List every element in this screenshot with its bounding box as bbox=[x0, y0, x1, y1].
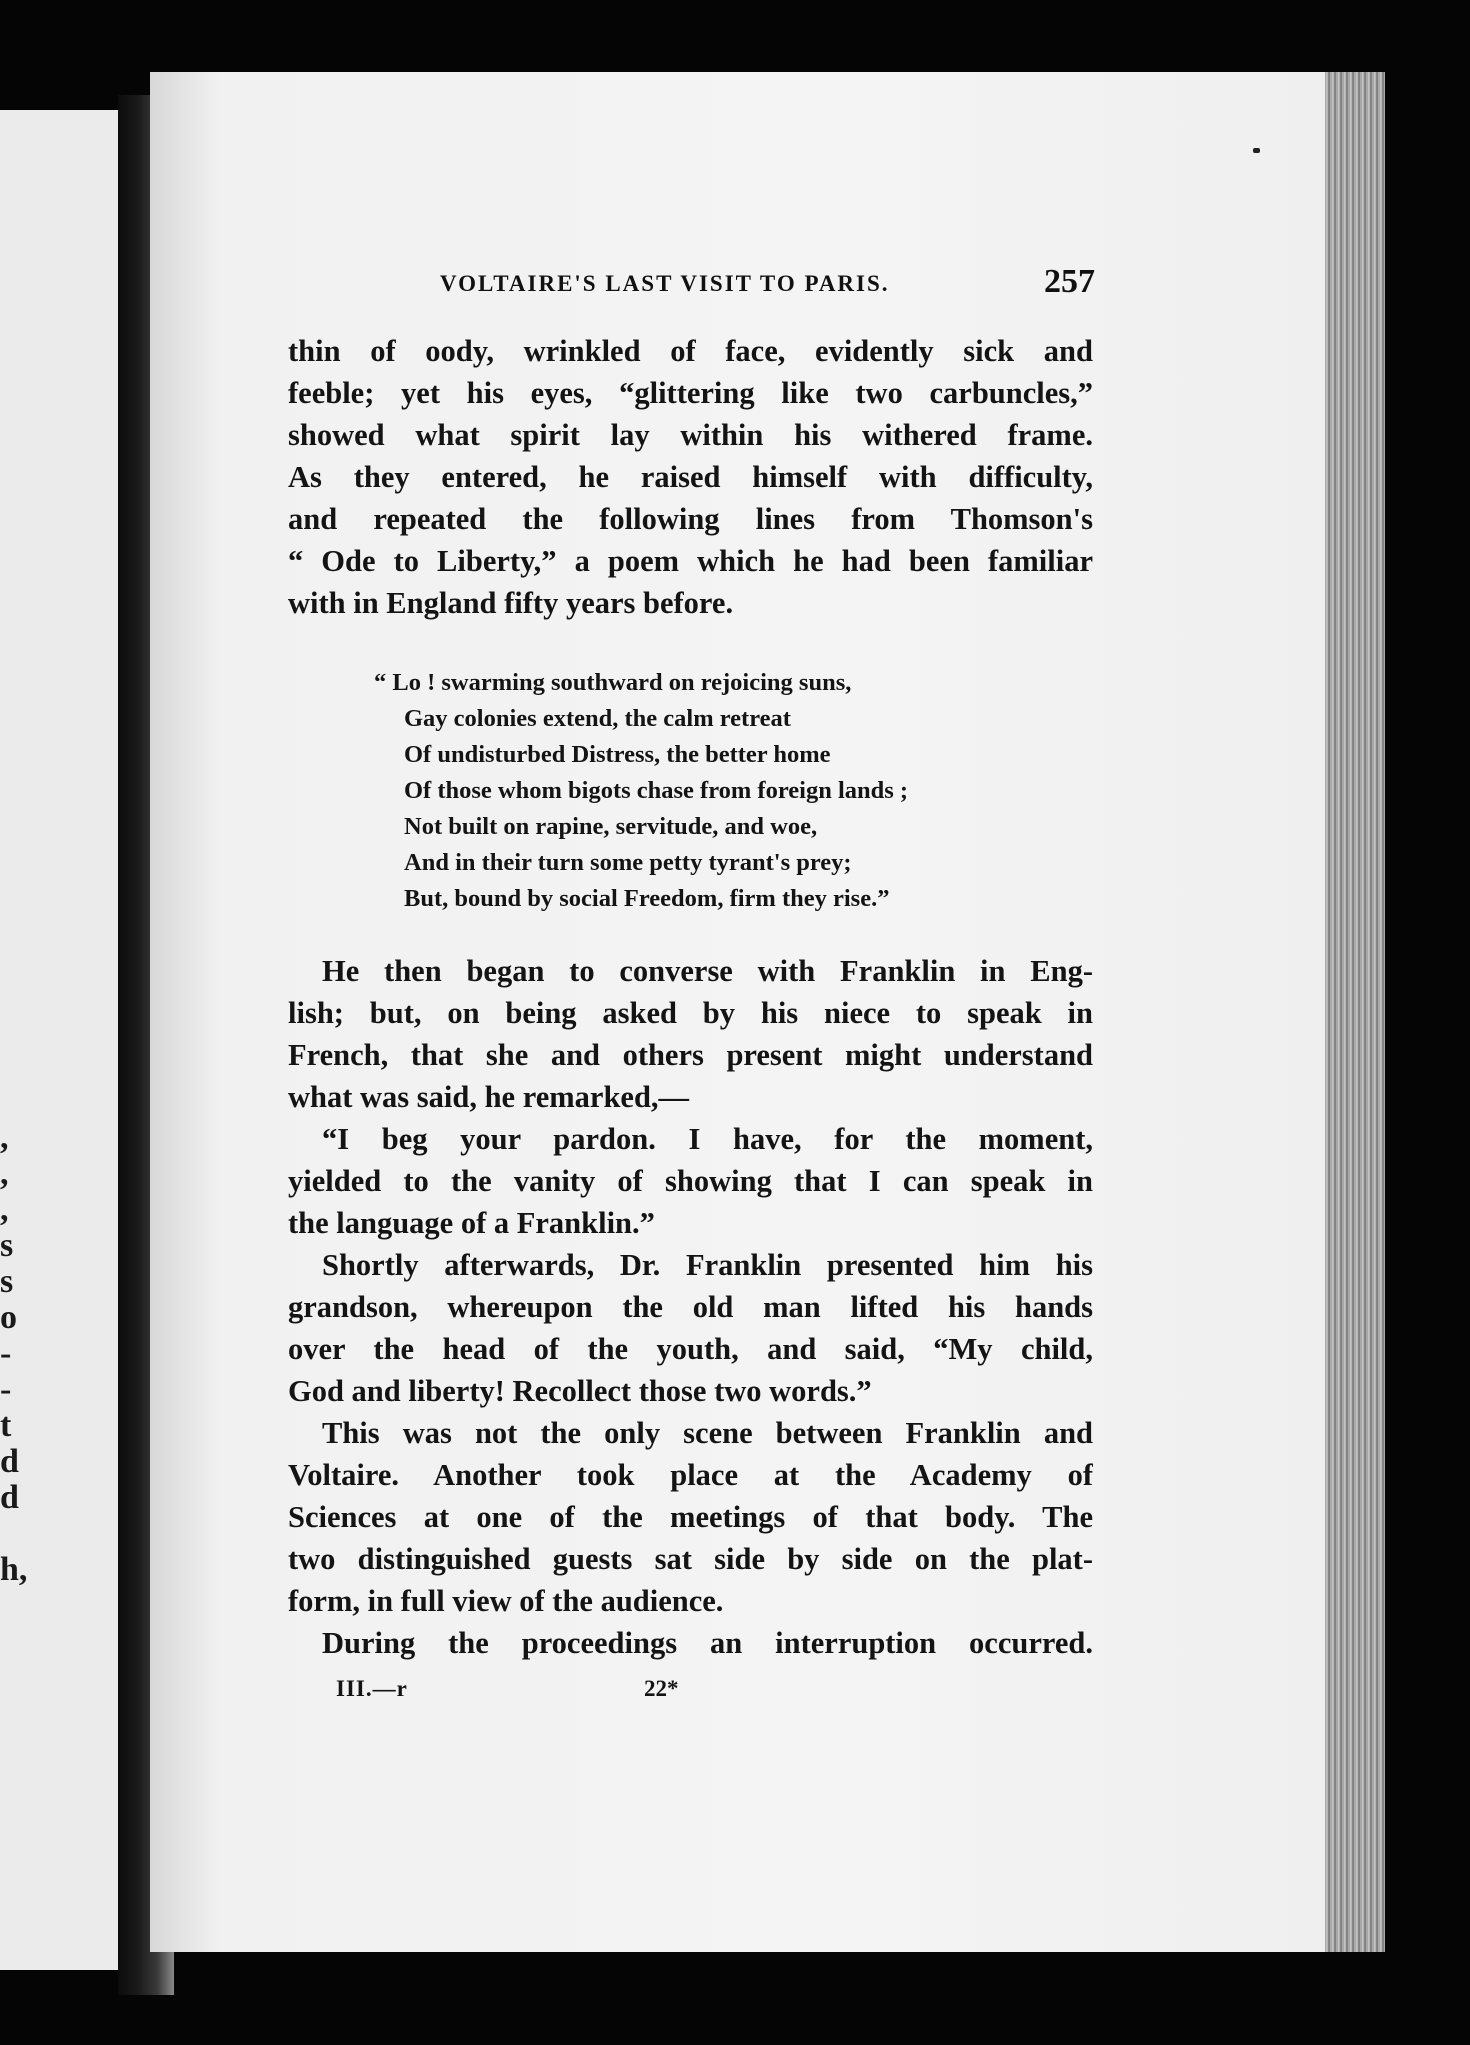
page-footer bbox=[336, 1676, 836, 1712]
text-line: This was not the only scene between Franklin and bbox=[322, 1416, 1093, 1450]
body-text-continued bbox=[288, 950, 1093, 1664]
text-line: feeble; yet his eyes, “glittering like two carbuncles,” bbox=[288, 376, 1093, 410]
poem-line: “ Lo ! swarming southward on rejoicing suns, bbox=[374, 669, 852, 696]
facing-page-char: d bbox=[0, 1444, 19, 1480]
facing-page bbox=[0, 110, 118, 1970]
facing-page-char: s bbox=[0, 1264, 14, 1300]
facing-page-char: , bbox=[0, 1192, 9, 1228]
sheet-mark: 22* bbox=[644, 1676, 679, 1701]
facing-page-char: s bbox=[0, 1228, 14, 1264]
text-line: with in England fifty years before. bbox=[288, 586, 734, 620]
text-line: over the head of the youth, and said, “My child, bbox=[288, 1332, 1093, 1366]
text-line: He then began to converse with Franklin in Eng- bbox=[322, 954, 1093, 988]
poem-line: But, bound by social Freedom, firm they rise.” bbox=[404, 885, 890, 912]
poem-line: And in their turn some petty tyrant's prey; bbox=[404, 849, 852, 876]
facing-page-char: t bbox=[0, 1408, 12, 1444]
text-line: form, in full view of the audience. bbox=[288, 1584, 724, 1618]
running-head: VOLTAIRE'S LAST VISIT TO PARIS. bbox=[440, 271, 890, 296]
text-line: lish; but, on being asked by his niece to speak in bbox=[288, 996, 1093, 1030]
text-line: As they entered, he raised himself with difficulty, bbox=[288, 460, 1093, 494]
text-line: showed what spirit lay within his withered frame. bbox=[288, 418, 1093, 452]
text-line: two distinguished guests sat side by side on the plat- bbox=[288, 1542, 1093, 1576]
text-line: thin of oody, wrinkled of face, evidently sick and bbox=[288, 334, 1093, 368]
text-line: the language of a Franklin.” bbox=[288, 1206, 655, 1240]
facing-page-char: - bbox=[0, 1372, 12, 1408]
facing-page-char: d bbox=[0, 1480, 19, 1516]
facing-page-char: - bbox=[0, 1336, 12, 1372]
poem-line: Not built on rapine, servitude, and woe, bbox=[404, 813, 818, 840]
text-line: yielded to the vanity of showing that I can speak in bbox=[288, 1164, 1093, 1198]
text-line: Voltaire. Another took place at the Academy of bbox=[288, 1458, 1093, 1492]
facing-page-char: , bbox=[0, 1156, 9, 1192]
text-line: and repeated the following lines from Thomson's bbox=[288, 502, 1093, 536]
facing-page-char bbox=[0, 1516, 40, 1552]
text-line: God and liberty! Recollect those two words.” bbox=[288, 1374, 872, 1408]
facing-page-char: o bbox=[0, 1300, 17, 1336]
text-line: During the proceedings an interruption occurred. bbox=[322, 1626, 1093, 1660]
page-header bbox=[290, 255, 1095, 315]
text-line: Shortly afterwards, Dr. Franklin presented him his bbox=[322, 1248, 1093, 1282]
paragraph-1 bbox=[288, 330, 1093, 624]
ink-speck bbox=[1253, 148, 1260, 153]
page-block-edges bbox=[1325, 72, 1385, 1952]
text-line: French, that she and others present might understand bbox=[288, 1038, 1093, 1072]
text-line: “ Ode to Liberty,” a poem which he had been familiar bbox=[288, 544, 1093, 578]
text-line: “I beg your pardon. I have, for the moment, bbox=[322, 1122, 1093, 1156]
text-line: grandson, whereupon the old man lifted his hands bbox=[288, 1290, 1093, 1324]
text-line: what was said, he remarked,— bbox=[288, 1080, 690, 1114]
poem-line: Gay colonies extend, the calm retreat bbox=[404, 705, 791, 732]
poem-quotation bbox=[374, 665, 1014, 917]
text-line: Sciences at one of the meetings of that body. The bbox=[288, 1500, 1093, 1534]
page-number: 257 bbox=[1044, 263, 1095, 300]
poem-line: Of those whom bigots chase from foreign lands ; bbox=[404, 777, 909, 804]
signature-mark: III.—r bbox=[336, 1676, 408, 1701]
facing-page-text-edge bbox=[0, 1120, 40, 1588]
facing-page-char: , bbox=[0, 1120, 9, 1156]
poem-line: Of undisturbed Distress, the better home bbox=[404, 741, 831, 768]
facing-page-char: h, bbox=[0, 1552, 28, 1588]
